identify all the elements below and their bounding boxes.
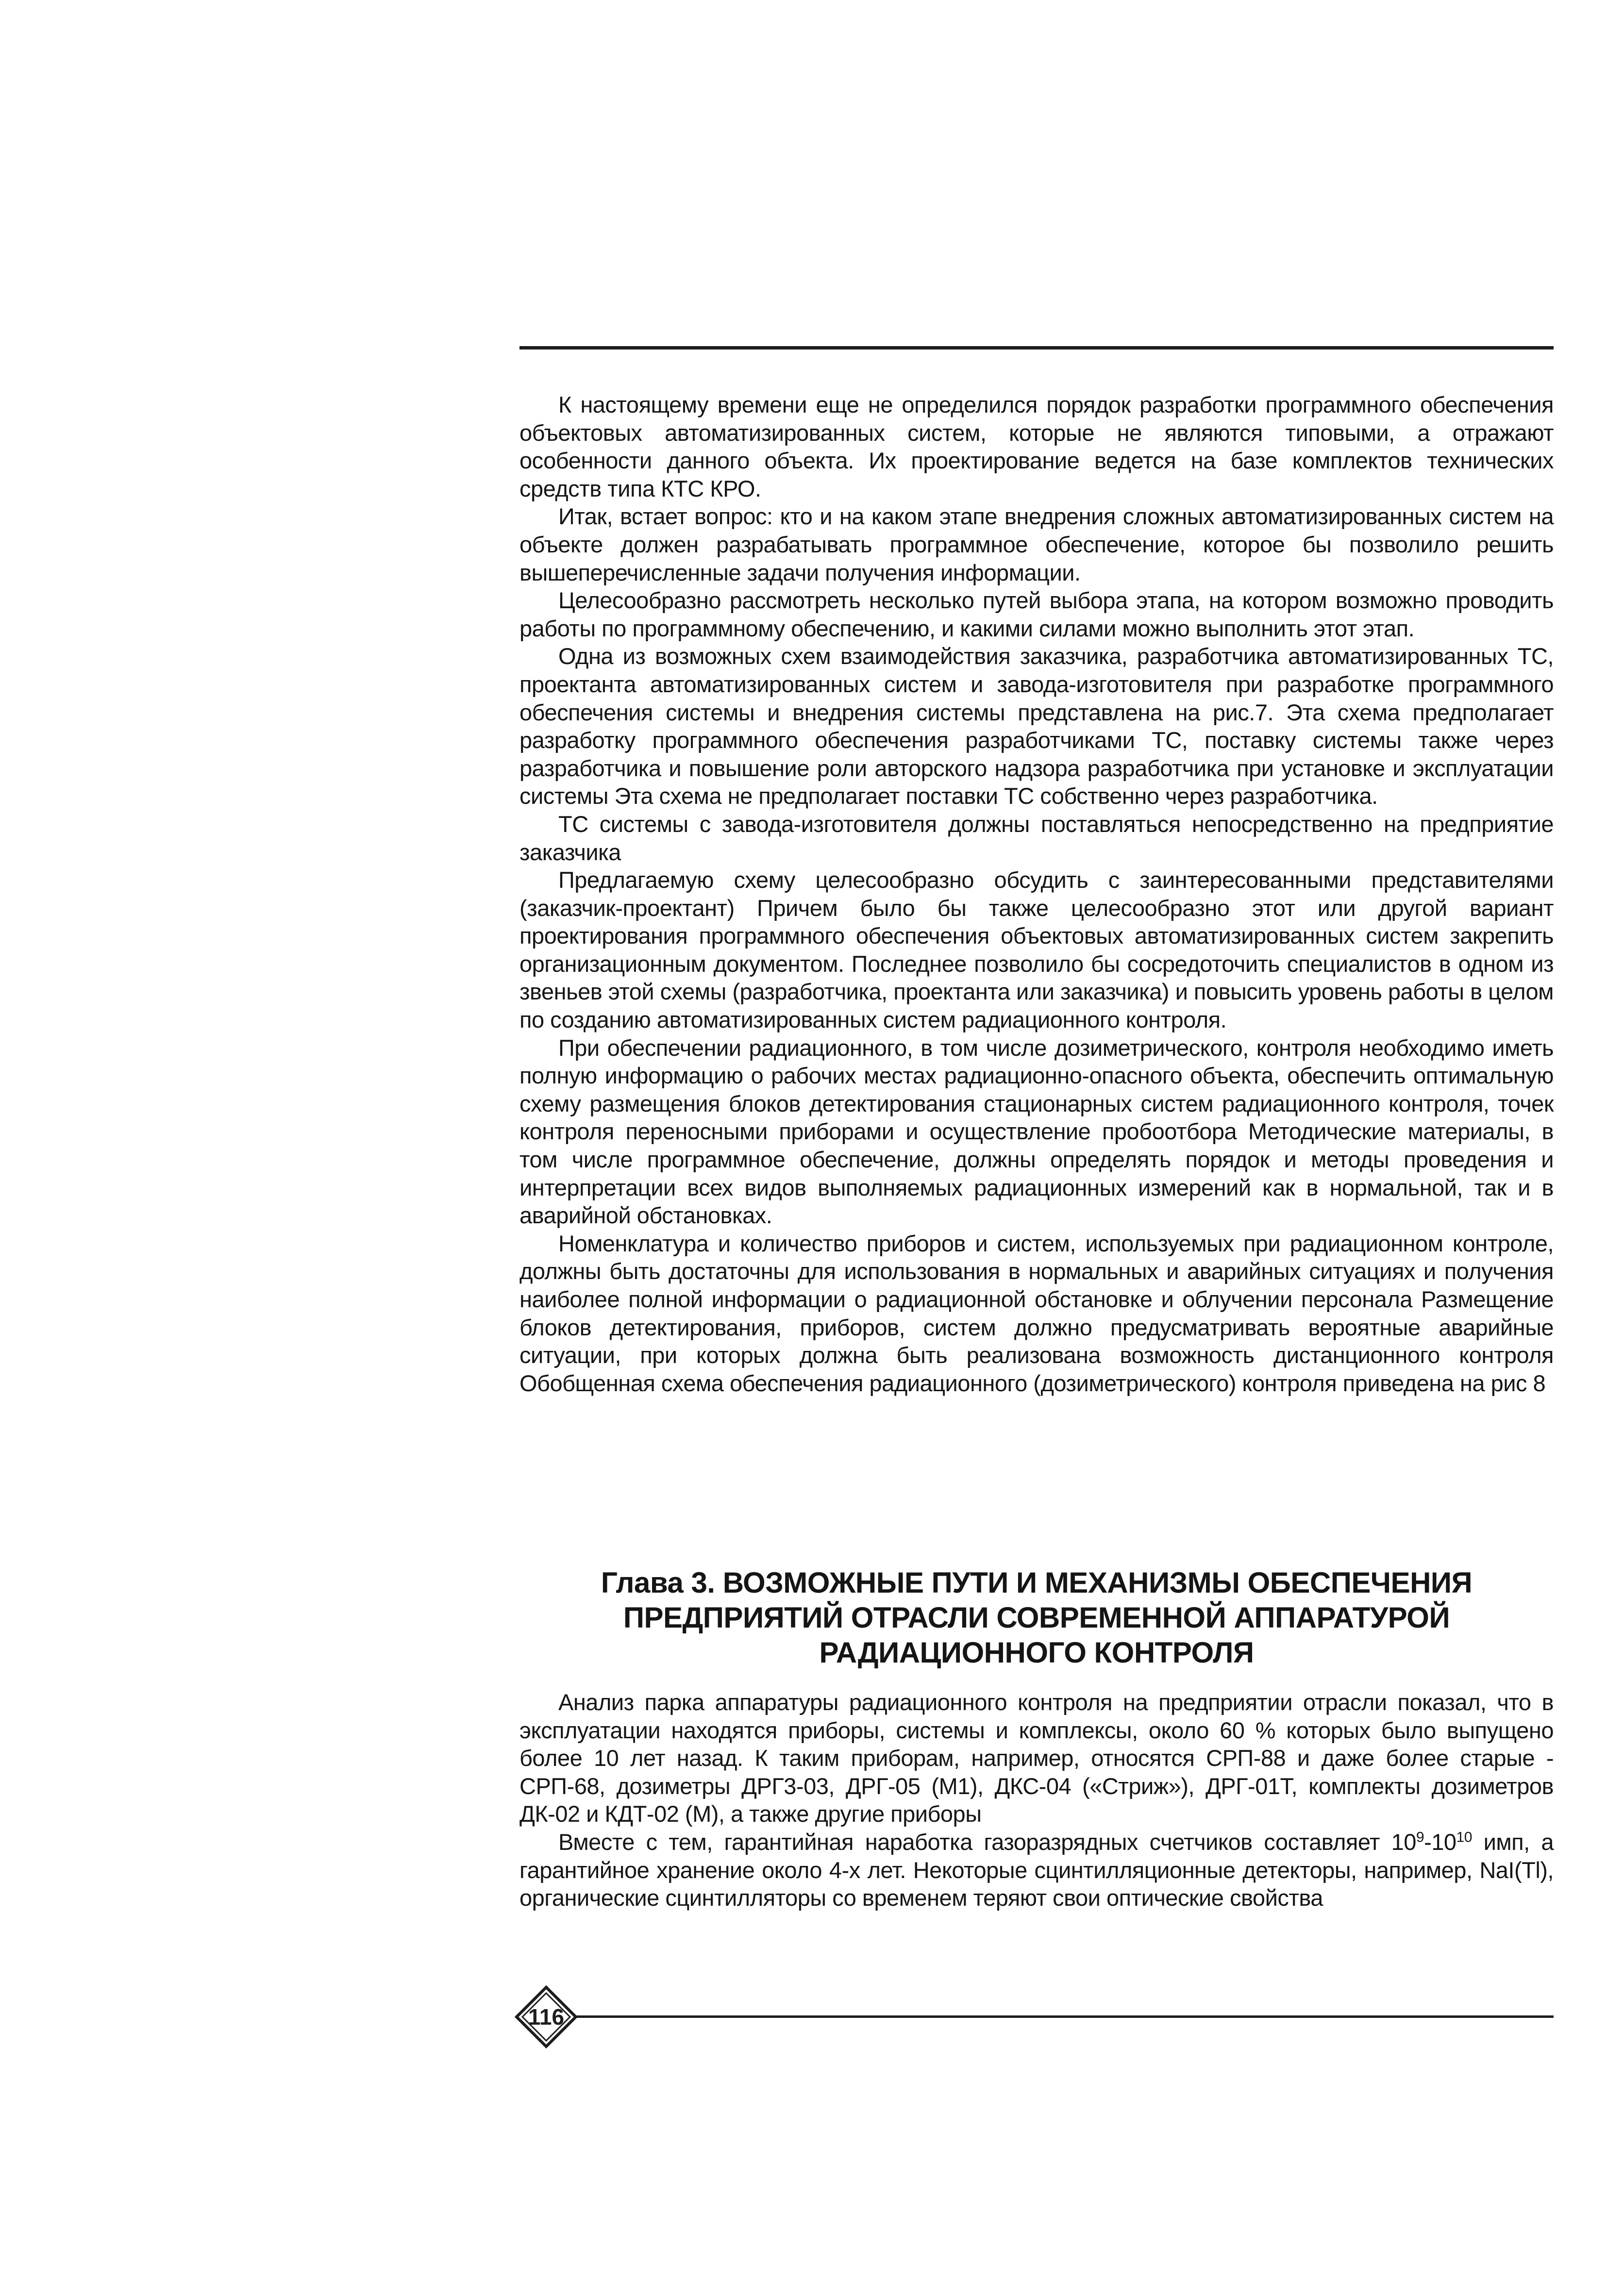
- body-text-lower: [519, 1688, 1554, 1912]
- header-rule: [519, 346, 1554, 349]
- superscript-exponent: 9: [1416, 1829, 1424, 1846]
- paragraph: К настоящему времени еще не определился порядок разработки программного обеспечения объектовых автоматизированных систем, которые не являются типовыми, а отражают особенности данного объекта. Их проектирование ведется на базе комплектов технических средств типа КТС КРО.: [519, 392, 1554, 501]
- paragraph-text: имп, а гарантийное хранение около 4-х лет. Некоторые сцинтилляционные детекторы, например, NaI(Tl), органические сцинтилляторы со временем теряют свои оптические свойства: [519, 1829, 1554, 1911]
- paragraph: Итак, встает вопрос: кто и на каком этапе внедрения сложных автоматизированных систем на объекте должен разрабатывать программное обеспечение, которое бы позволило решить вышеперечисленные задачи получения информации.: [519, 503, 1554, 585]
- paragraph: Анализ парка аппаратуры радиационного контроля на предприятии отрасли показал, что в эксплуатации находятся приборы, системы и комплексы, около 60 % которых было выпущено более 10 лет назад. К таким приборам, например, относятся СРП-88 и даже более старые - СРП-68, дозиметры ДРГ3-03, ДРГ-05 (М1), ДКС-04 («Стриж»), ДРГ-01Т, комплекты дозиметров ДК-02 и КДТ-02 (М), а также другие приборы: [519, 1689, 1554, 1827]
- paragraph: Номенклатура и количество приборов и систем, используемых при радиационном контроле, должны быть достаточны для использования в нормальных и аварийных ситуациях и получения наиболее полной информации о радиационной обстановке и облучении персонала Размещение блоков детектирования, приборов, систем должно предусматривать вероятные аварийные ситуации, при которых должна быть реализована возможность дистанционного контроля Обобщенная схема обеспечения радиационного (дозиметрического) контроля приведена на рис 8: [519, 1230, 1554, 1396]
- paragraph: [519, 1828, 1554, 1912]
- chapter-heading-line: ПРЕДПРИЯТИЙ ОТРАСЛИ СОВРЕМЕННОЙ АППАРАТУРОЙ: [623, 1601, 1450, 1634]
- paragraph: ТС системы с завода-изготовителя должны поставляться непосредственно на предприятие заказчика: [519, 811, 1554, 865]
- page-footer: [515, 1976, 1558, 2044]
- paragraph: Целесообразно рассмотреть несколько путей выбора этапа, на котором возможно проводить работы по программному обеспечению, и какими силами можно выполнить этот этап.: [519, 587, 1554, 641]
- paragraph: Одна из возможных схем взаимодействия заказчика, разработчика автоматизированных ТС, проектанта автоматизированных систем и завода-изготовителя при разработке программного обеспечения системы и внедрения системы представлена на рис.7. Эта схема предполагает разработку программного обеспечения разработчиками ТС, поставку системы также через разработчика и повышение роли авторского надзора разработчика при установке и эксплуатации системы Эта схема не предполагает поставки ТС собственно через разработчика.: [519, 643, 1554, 809]
- paragraph-text: -10: [1424, 1829, 1457, 1855]
- paragraph-text: Вместе с тем, гарантийная наработка газоразрядных счетчиков составляет 10: [558, 1829, 1416, 1855]
- chapter-heading: [544, 1565, 1529, 1670]
- footer-rule: [563, 2015, 1554, 2018]
- chapter-heading-line: Глава 3. ВОЗМОЖНЫЕ ПУТИ И МЕХАНИЗМЫ ОБЕСПЕЧЕНИЯ: [601, 1566, 1473, 1599]
- paragraph: При обеспечении радиационного, в том числе дозиметрического, контроля необходимо иметь полную информацию о рабочих местах радиационно-опасного объекта, обеспечить оптимальную схему размещения блоков детектирования стационарных систем радиационного контроля, точек контроля переносными приборами и осуществление пробоотбора Методические материалы, в том числе программное обеспечение, должны определять порядок и методы проведения и интерпретации всех видов выполняемых радиационных измерений как в нормальной, так и в аварийной обстановках.: [519, 1034, 1554, 1229]
- page-number: 116: [528, 2004, 565, 2030]
- chapter-heading-line: РАДИАЦИОННОГО КОНТРОЛЯ: [819, 1636, 1254, 1669]
- superscript-exponent: 10: [1456, 1829, 1472, 1846]
- paragraph: Предлагаемую схему целесообразно обсудить с заинтересованными представителями (заказчик-проектант) Причем было бы также целесообразно этот или другой вариант проектирования программного обеспечения объектовых автоматизированных систем закрепить организационным документом. Последнее позволило бы сосредоточить специалистов в одном из звеньев этой схемы (разработчика, проектанта или заказчика) и повысить уровень работы в целом по созданию автоматизированных систем радиационного контроля.: [519, 867, 1554, 1033]
- body-text-upper: [519, 391, 1554, 1397]
